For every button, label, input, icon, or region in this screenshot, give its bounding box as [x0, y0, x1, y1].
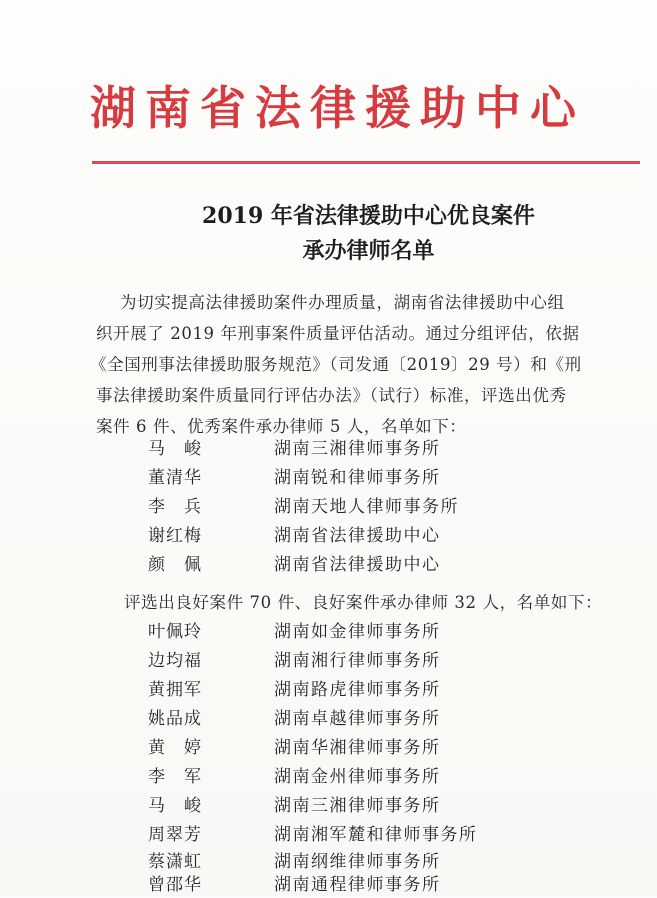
lawyer-firm: 湖南省法律援助中心 — [274, 555, 441, 575]
lawyer-firm: 湖南湘行律师事务所 — [274, 651, 441, 671]
lawyer-firm: 湖南锐和律师事务所 — [274, 468, 441, 488]
lawyer-firm: 湖南路虎律师事务所 — [274, 680, 441, 700]
lawyer-firm: 湖南三湘律师事务所 — [274, 439, 441, 459]
lawyer-name: 黄拥军 — [148, 680, 202, 700]
excellent-lawyer-row — [148, 434, 441, 462]
good-lawyer-row — [148, 617, 441, 645]
lawyer-firm: 湖南如金律师事务所 — [274, 622, 441, 642]
lawyer-firm: 湖南省法律援助中心 — [274, 526, 441, 546]
lawyer-name: 谢红梅 — [148, 526, 202, 546]
good-lawyer-row — [148, 762, 441, 790]
lawyer-name: 边均福 — [148, 651, 202, 671]
lawyer-firm: 湖南通程律师事务所 — [274, 875, 441, 895]
lawyer-firm: 湖南湘军麓和律师事务所 — [274, 825, 478, 845]
lawyer-name: 蔡潇虹 — [148, 852, 202, 872]
document-title-line-1: 2019 年省法律援助中心优良案件 — [202, 203, 535, 229]
lawyer-name: 董清华 — [148, 468, 202, 488]
lawyer-firm: 湖南天地人律师事务所 — [274, 497, 459, 517]
letterhead-red-rule — [92, 161, 640, 164]
lawyer-name: 李 军 — [148, 767, 202, 787]
good-lawyer-row — [148, 733, 441, 761]
excellent-lawyer-row — [148, 521, 441, 549]
lawyer-firm: 湖南金州律师事务所 — [274, 767, 441, 787]
excellent-lawyer-row — [148, 463, 441, 491]
lawyer-firm: 湖南卓越律师事务所 — [274, 709, 441, 729]
lawyer-name: 曾邵华 — [148, 875, 202, 895]
intro-line: 为切实提高法律援助案件办理质量，湖南省法律援助中心组 — [120, 293, 565, 312]
document-title-line-2: 承办律师名单 — [302, 238, 435, 264]
good-lawyer-row — [148, 675, 441, 703]
good-lawyer-row — [148, 704, 441, 732]
good-lawyer-row — [148, 646, 441, 674]
intro-line: 案件 6 件、优秀案件承办律师 5 人，名单如下： — [96, 417, 467, 436]
letterhead-title: 湖南省法律援助中心 — [90, 81, 585, 135]
intro-line: 《全国刑事法律援助服务规范》（司发通〔2019〕29 号）和《刑 — [90, 355, 582, 374]
good-lawyer-row — [148, 820, 478, 848]
lawyer-firm: 湖南三湘律师事务所 — [274, 796, 441, 816]
lawyer-name: 颜 佩 — [148, 555, 202, 575]
intro-line: 织开展了 2019 年刑事案件质量评估活动。通过分组评估，依据 — [96, 324, 580, 343]
intro-line: 事法律援助案件质量同行评估办法》（试行）标准，评选出优秀 — [96, 386, 567, 405]
lawyer-name: 叶佩玲 — [148, 622, 202, 642]
lawyer-name: 黄 婷 — [148, 738, 202, 758]
lawyer-name: 马 峻 — [148, 439, 202, 459]
excellent-lawyer-row — [148, 492, 459, 520]
good-lawyer-row — [148, 791, 441, 819]
lawyer-firm: 湖南纲维律师事务所 — [274, 852, 441, 872]
lawyer-name: 姚品成 — [148, 709, 202, 729]
lawyer-name: 周翠芳 — [148, 825, 202, 845]
good-lawyer-row — [148, 870, 441, 898]
lawyer-firm: 湖南华湘律师事务所 — [274, 738, 441, 758]
lawyer-name: 马 峻 — [148, 796, 202, 816]
lawyer-name: 李 兵 — [148, 497, 202, 517]
excellent-lawyer-row — [148, 550, 441, 578]
good-list-intro: 评选出良好案件 70 件、良好案件承办律师 32 人，名单如下： — [124, 593, 603, 612]
